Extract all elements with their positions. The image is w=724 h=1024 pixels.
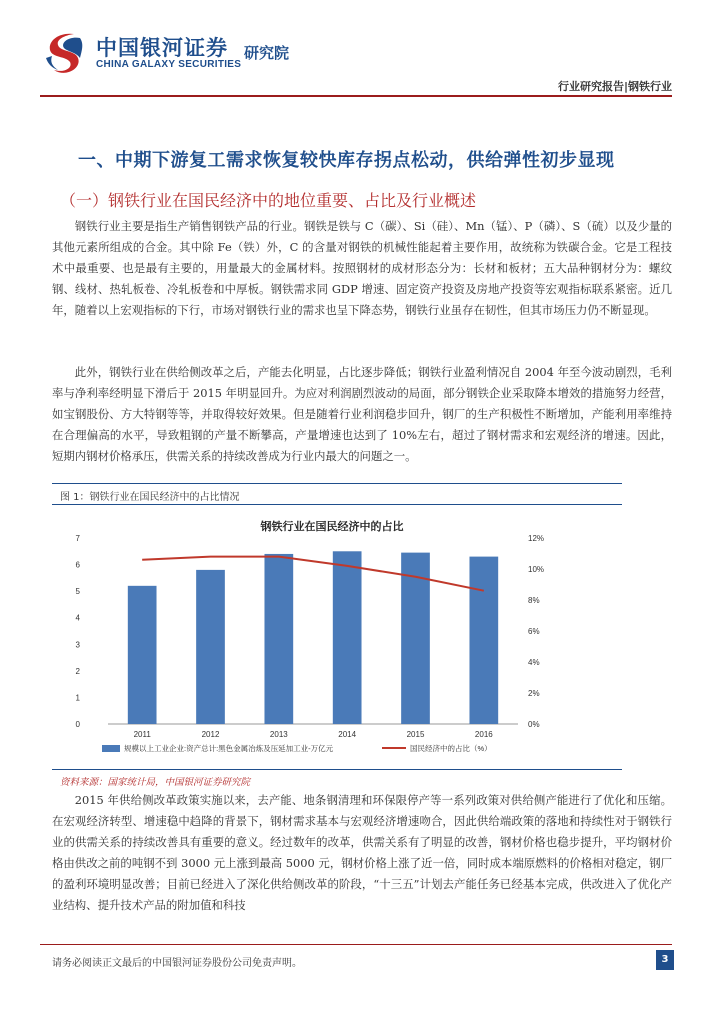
y-left-tick-label: 3 [75, 640, 80, 650]
header-divider [40, 95, 672, 97]
paragraph-1: 钢铁行业主要是指生产销售钢铁产品的行业。钢铁是铁与 C（碳）、Si（硅）、Mn（锰）、P（磷）、S（硫）以及少量的其他元素所组成的合金。其中除 Fe（铁）外，C 的含量对钢铁的机械性能起着主要作用，故统称为铁碳合金。它是工程技术中最重要、也是最有主要的，用量最大的金属材料。按照钢材的成材形态分为：长材和板材；五大品种钢材分为：螺纹钢、线材、热轧板卷、冷轧板卷和中厚板。钢铁需求同 GDP 增速、固定资产投资及房地产投资等宏观指标联系紧密。近几年，随着以上宏观指标的下行，市场对钢铁行业的需求也呈下降态势，钢铁行业虽存在韧性，但其市场压力仍不断显现。 [52, 219, 672, 317]
y-right-tick-label: 12% [528, 534, 545, 543]
y-left-tick-label: 7 [75, 534, 80, 543]
bar-2016 [469, 557, 498, 724]
galaxy-logo-icon [40, 28, 86, 74]
y-left-tick-label: 4 [75, 613, 80, 623]
figure-bottom-rule [52, 769, 622, 770]
x-tick-label: 2016 [474, 730, 493, 739]
logo-text-en: CHINA GALAXY SECURITIES [96, 59, 242, 70]
y-right-tick-label: 6% [528, 627, 540, 636]
legend-label-bars: 规模以上工业企业:资产总计:黑色金属冶炼及压延加工业-万亿元 [124, 744, 334, 753]
report-type-label: 行业研究报告|钢铁行业 [557, 80, 672, 93]
y-right-tick-label: 4% [528, 658, 540, 667]
bar-2014 [333, 551, 362, 724]
x-tick-label: 2015 [406, 730, 425, 739]
figure-caption: 图 1：钢铁行业在国民经济中的占比情况 [60, 492, 240, 503]
figure-top-rule [52, 483, 622, 484]
section-title: 一、中期下游复工需求恢复较快库存拐点松动，供给弹性初步显现 [78, 150, 615, 171]
x-tick-label: 2014 [338, 730, 357, 739]
bar-2011 [128, 586, 157, 724]
x-tick-label: 2013 [269, 730, 288, 739]
figure-source: 资料来源：国家统计局，中国银河证券研究院 [60, 777, 251, 788]
y-right-tick-label: 10% [528, 565, 545, 574]
bar-2013 [264, 554, 293, 724]
x-tick-label: 2012 [201, 730, 220, 739]
legend-swatch-bars [102, 745, 120, 752]
section-subtitle: （一）钢铁行业在国民经济中的地位重要、占比及行业概述 [60, 191, 477, 210]
figure-caption-rule [52, 504, 622, 505]
share-line [142, 557, 484, 591]
y-left-tick-label: 6 [75, 560, 80, 570]
institute-label: 研究院 [244, 44, 290, 62]
y-left-tick-label: 5 [75, 587, 80, 597]
y-right-tick-label: 0% [528, 720, 540, 729]
paragraph-3: 2015 年供给侧改革政策实施以来，去产能、地条钢清理和环保限停产等一系列政策对供给侧产能进行了优化和压缩。在宏观经济转型、增速稳中趋降的背景下，钢材需求基本与宏观经济增速吻合，因此供给端政策的落地和持续性对于钢铁行业的供需关系的持续改善具有重要的意义。经过数年的改革，供需关系有了明显的改善，钢材价格也稳步提升，平均钢材价格由供改之前的吨钢不到 3000 元上涨到最高 5000 元，钢材价格上涨了近一倍，同时成本端原燃料的价格相对稳定，钢厂的盈利环境明显改善；目前已经进入了深化供给侧改革的阶段，“十三五”计划去产能任务已经基本完成，供改进入了优化产业结构、提升技术产品的附加值和科技 [52, 793, 672, 912]
footer-divider [40, 944, 672, 945]
y-right-tick-label: 2% [528, 689, 540, 698]
paragraph-2: 此外，钢铁行业在供给侧改革之后，产能去化明显，占比逐步降低；钢铁行业盈利情况自 2004 年至今波动剧烈，毛利率与净利率经明显下滑后于 2015 年明显回升。为应对利润剧烈波动的局面，部分钢铁企业采取降本增效的措施努力经营，如宝钢股份、方大特钢等等，并取得较好效果。但是随着行业利润稳步回升，钢厂的生产积极性不断增加，产能利用率维持在合理偏高的水平，导致粗钢的产量不断攀高，产量增速也达到了 10%左右，超过了钢材需求和宏观经济的增速。因此，短期内钢材价格承压，供需关系的持续改善成为行业内最大的问题之一。 [52, 365, 672, 463]
page-number: 3 [656, 950, 674, 970]
chart-title: 钢铁行业在国民经济中的占比 [260, 521, 404, 533]
y-left-tick-label: 2 [75, 666, 80, 676]
y-left-tick-label: 0 [75, 720, 80, 729]
logo-text-cn: 中国银河证券 [96, 36, 228, 60]
y-right-tick-label: 8% [528, 596, 540, 605]
x-tick-label: 2011 [133, 730, 151, 739]
bar-2012 [196, 570, 225, 724]
y-left-tick-label: 1 [75, 693, 80, 703]
chart [52, 508, 612, 770]
legend-label-line: 国民经济中的占比（%） [410, 744, 492, 753]
footer-disclaimer: 请务必阅读正文最后的中国银河证券股份公司免责声明。 [52, 958, 302, 969]
